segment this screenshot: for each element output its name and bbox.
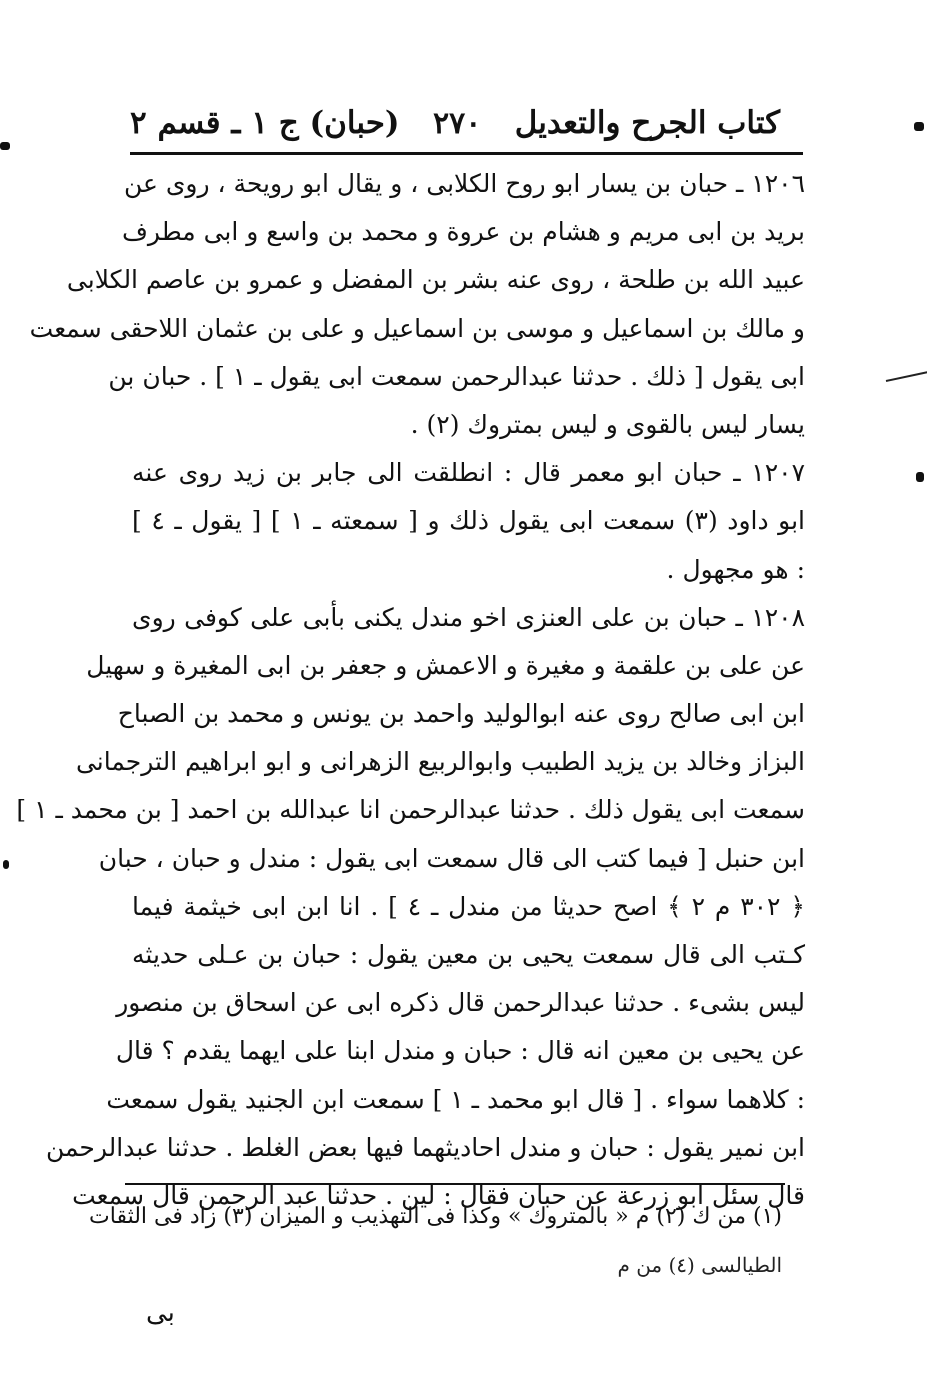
footnote-line: الطيالسى (٤) من م xyxy=(617,1253,782,1277)
text-line: ابى يقول [ ذلك . حدثنا عبدالرحمن سمعت ابى يقول ـ ١ ] . حبان بن xyxy=(108,361,805,391)
page-number: ٢٧٠ xyxy=(433,105,482,141)
text-line: ابن ابى صالح روى عنه ابوالوليد واحمد بن يونس و محمد بن الصباح xyxy=(117,699,805,729)
text-line: و مالك بن اسماعيل و موسى بن اسماعيل و على بن عثمان اللاحقى سمعت xyxy=(29,313,805,343)
running-header xyxy=(130,98,780,148)
scan-edge-mark xyxy=(0,142,10,150)
text-line: ﴿ ٣٠٢ م ٢ ﴾ اصح حديثا من مندل ـ ٤ ] . انا ابن ابى خيثمة فيما xyxy=(132,891,805,921)
margin-pen-stroke xyxy=(886,371,927,382)
text-line: ١٢٠٧ ـ حبان ابو معمر قال : انطلقت الى جابر بن زيد روى عنه xyxy=(132,458,805,488)
text-line: ليس بشىء . حدثنا عبدالرحمن قال ذكره ابى عن اسحاق بن منصور xyxy=(116,988,805,1018)
book-title: كتاب الجرح والتعديل xyxy=(514,105,780,141)
section-label: (حبان) ج ١ ـ قسم ٢ xyxy=(130,105,400,141)
text-line: ابن نمير يقول : حبان و مندل احاديثهما فيها بعض الغلط . حدثنا عبدالرحمن xyxy=(45,1132,805,1162)
text-line: : هو مجهول . xyxy=(666,554,805,584)
text-line: البزاز وخالد بن يزيد الطبيب وابوالربيع الزهرانى و ابو ابراهيم الترجمانى xyxy=(75,747,805,777)
text-line: بريد بن ابى مريم و هشام بن عروة و محمد بن واسع و ابى مطرف xyxy=(122,217,805,247)
main-text xyxy=(16,160,805,1220)
signature-mark: بى xyxy=(146,1298,175,1328)
text-line: عن يحيى بن معين انه قال : حبان و مندل ابنا على ايهما يقدم ؟ قال xyxy=(115,1036,805,1066)
text-line: كـتب الى قال سمعت يحيى بن معين يقول : حبان بن عـلى حديثه xyxy=(132,940,805,969)
text-line: : كلاهما سواء . [ قال ابو محمد ـ ١ ] سمعت ابن الجنيد يقول سمعت xyxy=(106,1084,805,1114)
text-line: يسار ليس بالقوى و ليس بمتروك (٢) . xyxy=(410,409,805,439)
text-line: ١٢٠٨ ـ حبان بن على العنزى اخو مندل يكنى بأبى على كوفى روى xyxy=(132,602,805,632)
scan-edge-mark xyxy=(914,122,924,131)
text-line: عن على بن علقمة و مغيرة و الاعمش و جعفر بن ابى المغيرة و سهيل xyxy=(86,650,805,680)
text-line: قال سئل ابو زرعة عن حبان فقال : لين . حدثنا عبد الرحمن قال سمعت xyxy=(72,1180,805,1210)
text-line: ١٢٠٦ ـ حبان بن يسار ابو روح الكلابى ، و يقال ابو رويحة ، روى عن xyxy=(123,169,805,198)
text-line: سمعت ابى يقول ذلك . حدثنا عبدالرحمن انا عبدالله بن احمد [ بن محمد ـ ١ ] xyxy=(16,795,805,825)
scan-edge-mark xyxy=(916,472,924,482)
scan-edge-mark xyxy=(3,860,9,869)
text-line: عبيد الله بن طلحة ، روى عنه بشر بن المفضل و عمرو بن عاصم الكلابى xyxy=(66,265,805,295)
footnote-rule xyxy=(125,1183,785,1185)
text-line: ابن حنبل [ فيما كتب الى قال سمعت ابى يقول : مندل و حبان ، حبان xyxy=(98,843,805,873)
footnote-line: (١) من ك (٢) م « بالمتروك » وكذا فى التهذيب و الميزان (٣) زاد فى الثقات xyxy=(89,1204,782,1229)
footnotes xyxy=(89,1195,782,1291)
header-rule xyxy=(130,152,803,155)
text-line: ابو داود (٣) سمعت ابى يقول ذلك و [ سمعته ـ ١ ] [ يقول ـ ٤ ] xyxy=(132,506,805,536)
